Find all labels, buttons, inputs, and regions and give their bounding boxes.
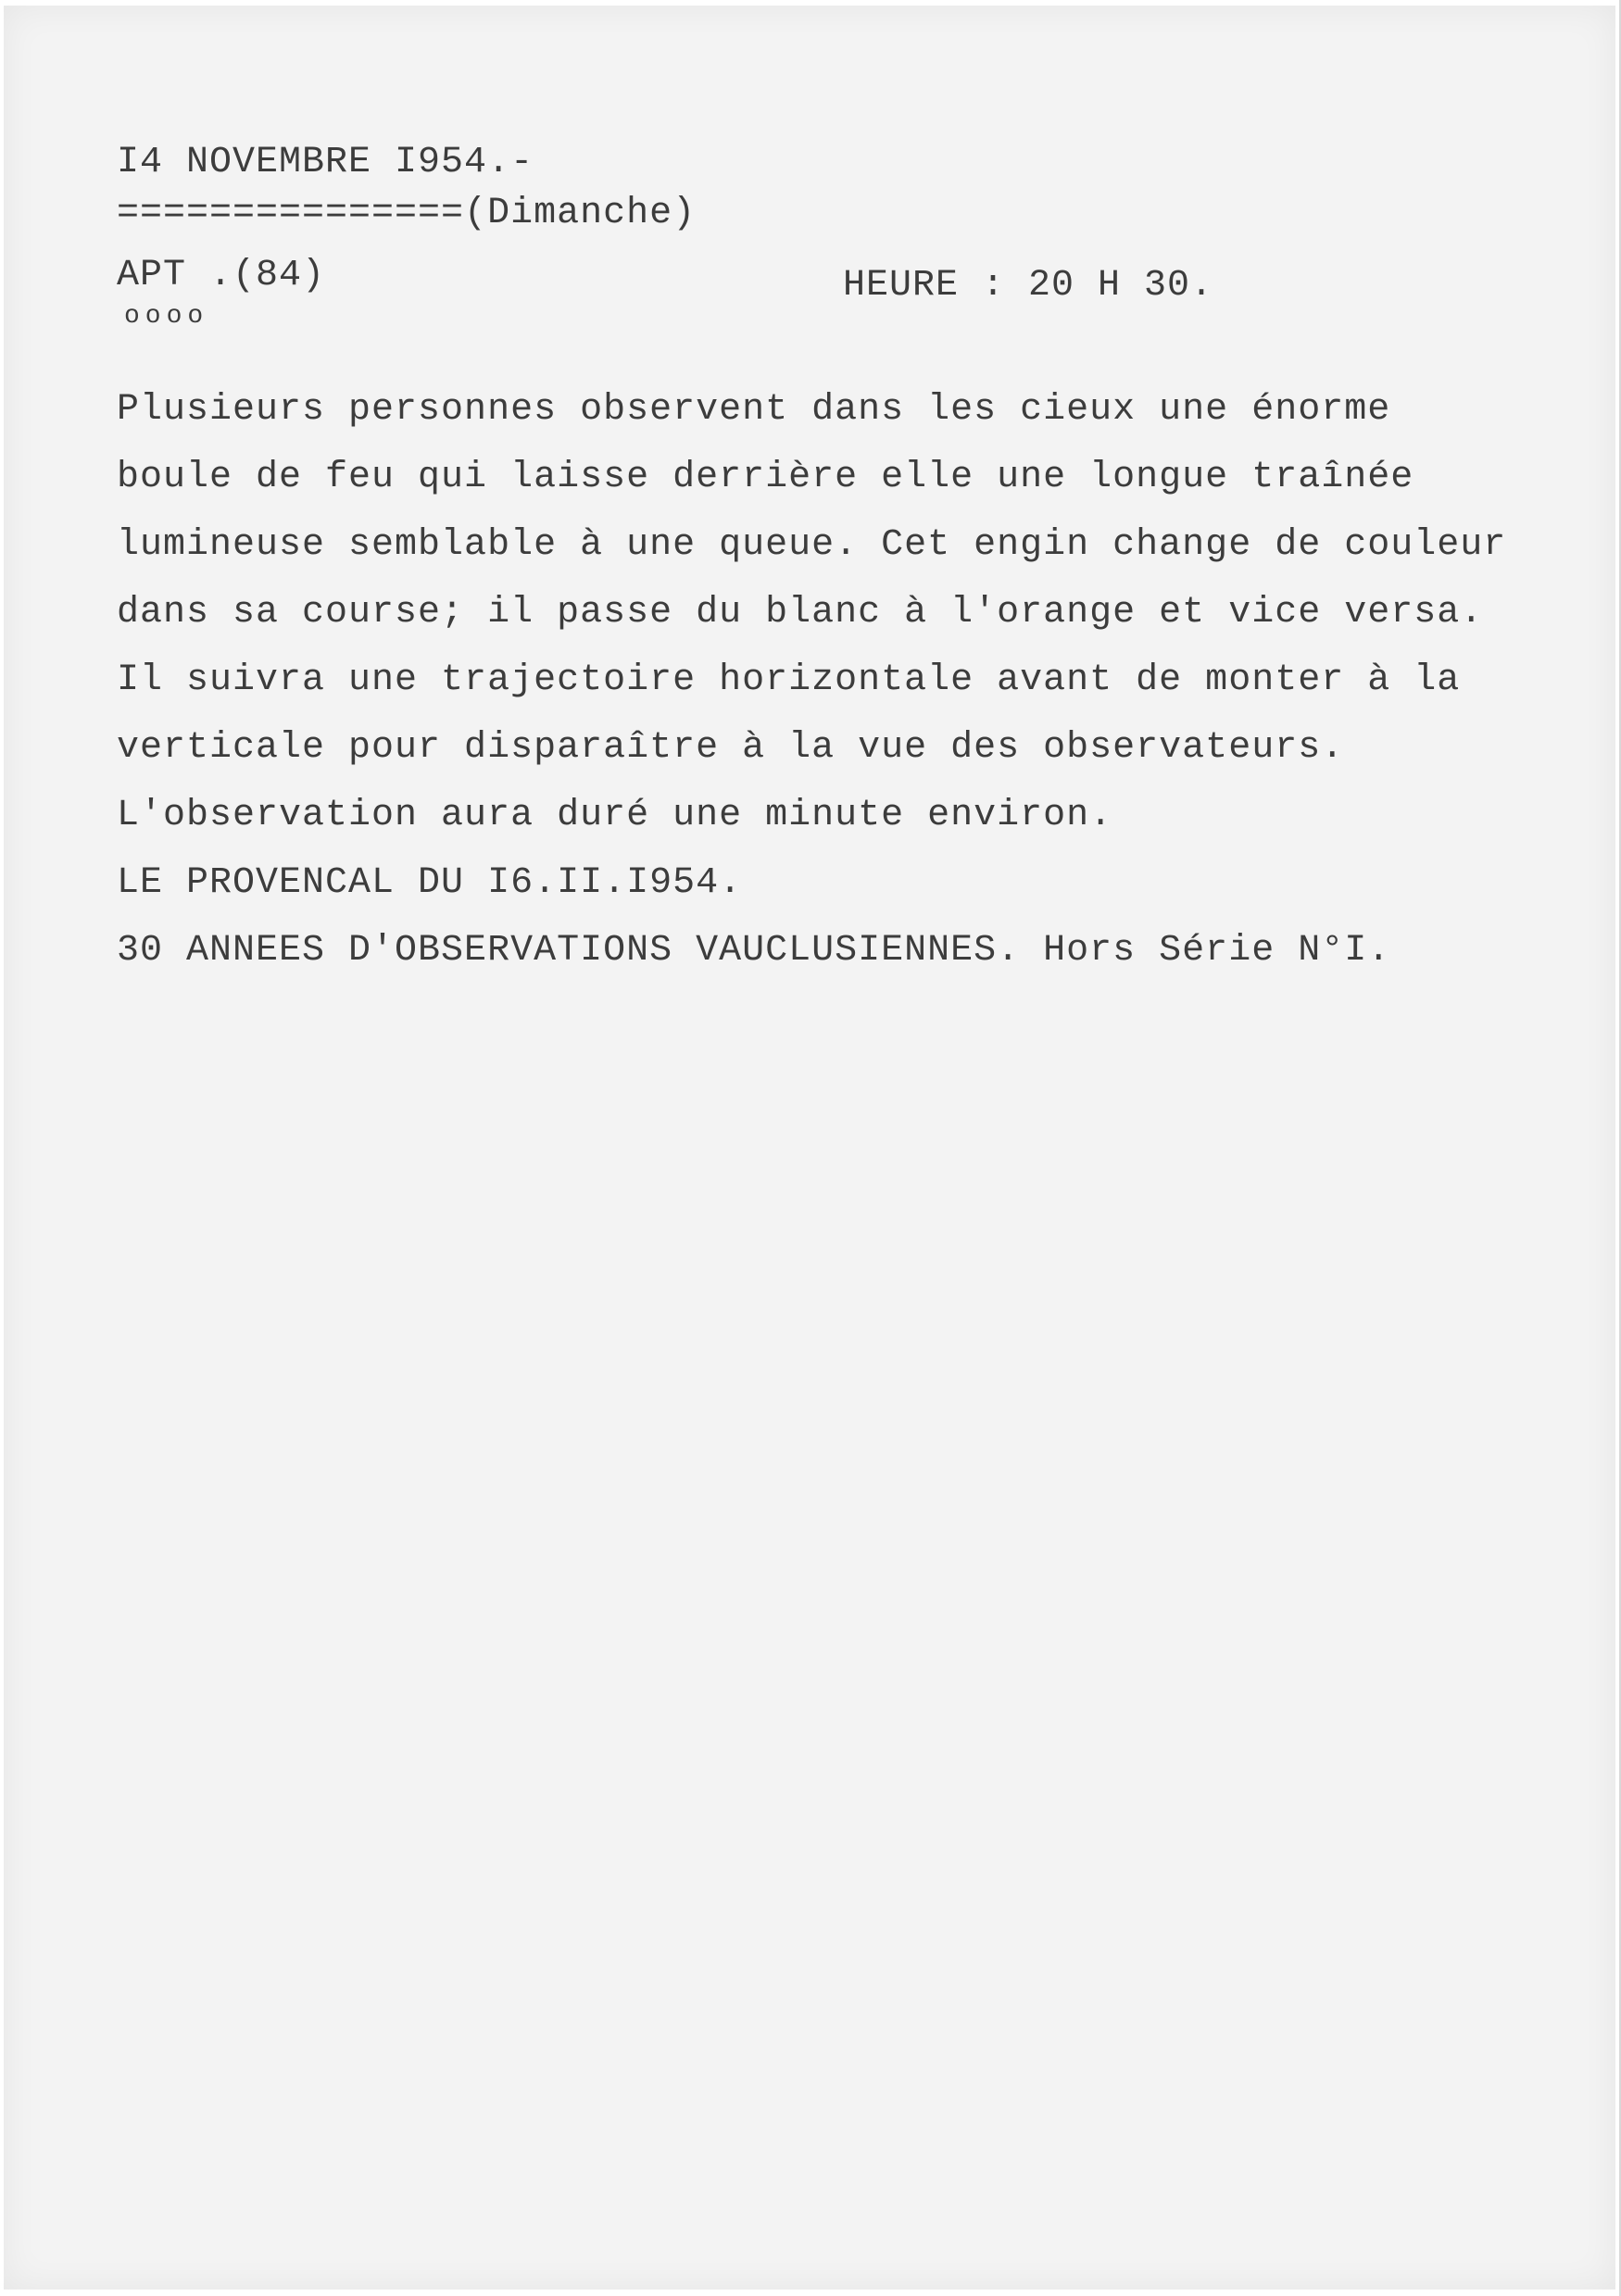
report-date: I4 NOVEMBRE I954.- [117,142,534,183]
body-line: Plusieurs personnes observent dans les cieux une énorme [117,389,1391,431]
body-line: lumineuse semblable à une queue. Cet engin change de couleur [117,524,1507,566]
report-body [117,376,1580,985]
location-marks: oooo [124,302,209,331]
body-line: Il suivra une trajectoire horizontale avant de monter à la [117,659,1461,701]
newspaper-source: LE PROVENCAL DU I6.II.I954. [117,862,743,904]
publication-source: 30 ANNEES D'OBSERVATIONS VAUCLUSIENNES. Hors Série N°I. [117,930,1391,972]
report-location: APT .(84) [117,255,326,296]
body-line: boule de feu qui laisse derrière elle une longue traînée [117,457,1414,498]
report-day-underline: ===============(Dimanche) [117,193,697,234]
report-time: HEURE : 20 H 30. [843,265,1214,307]
body-line: verticale pour disparaître à la vue des observateurs. [117,727,1345,769]
body-line: dans sa course; il passe du blanc à l'orange et vice versa. [117,592,1484,634]
body-line: L'observation aura duré une minute environ. [117,795,1113,836]
document-page [4,6,1615,2290]
